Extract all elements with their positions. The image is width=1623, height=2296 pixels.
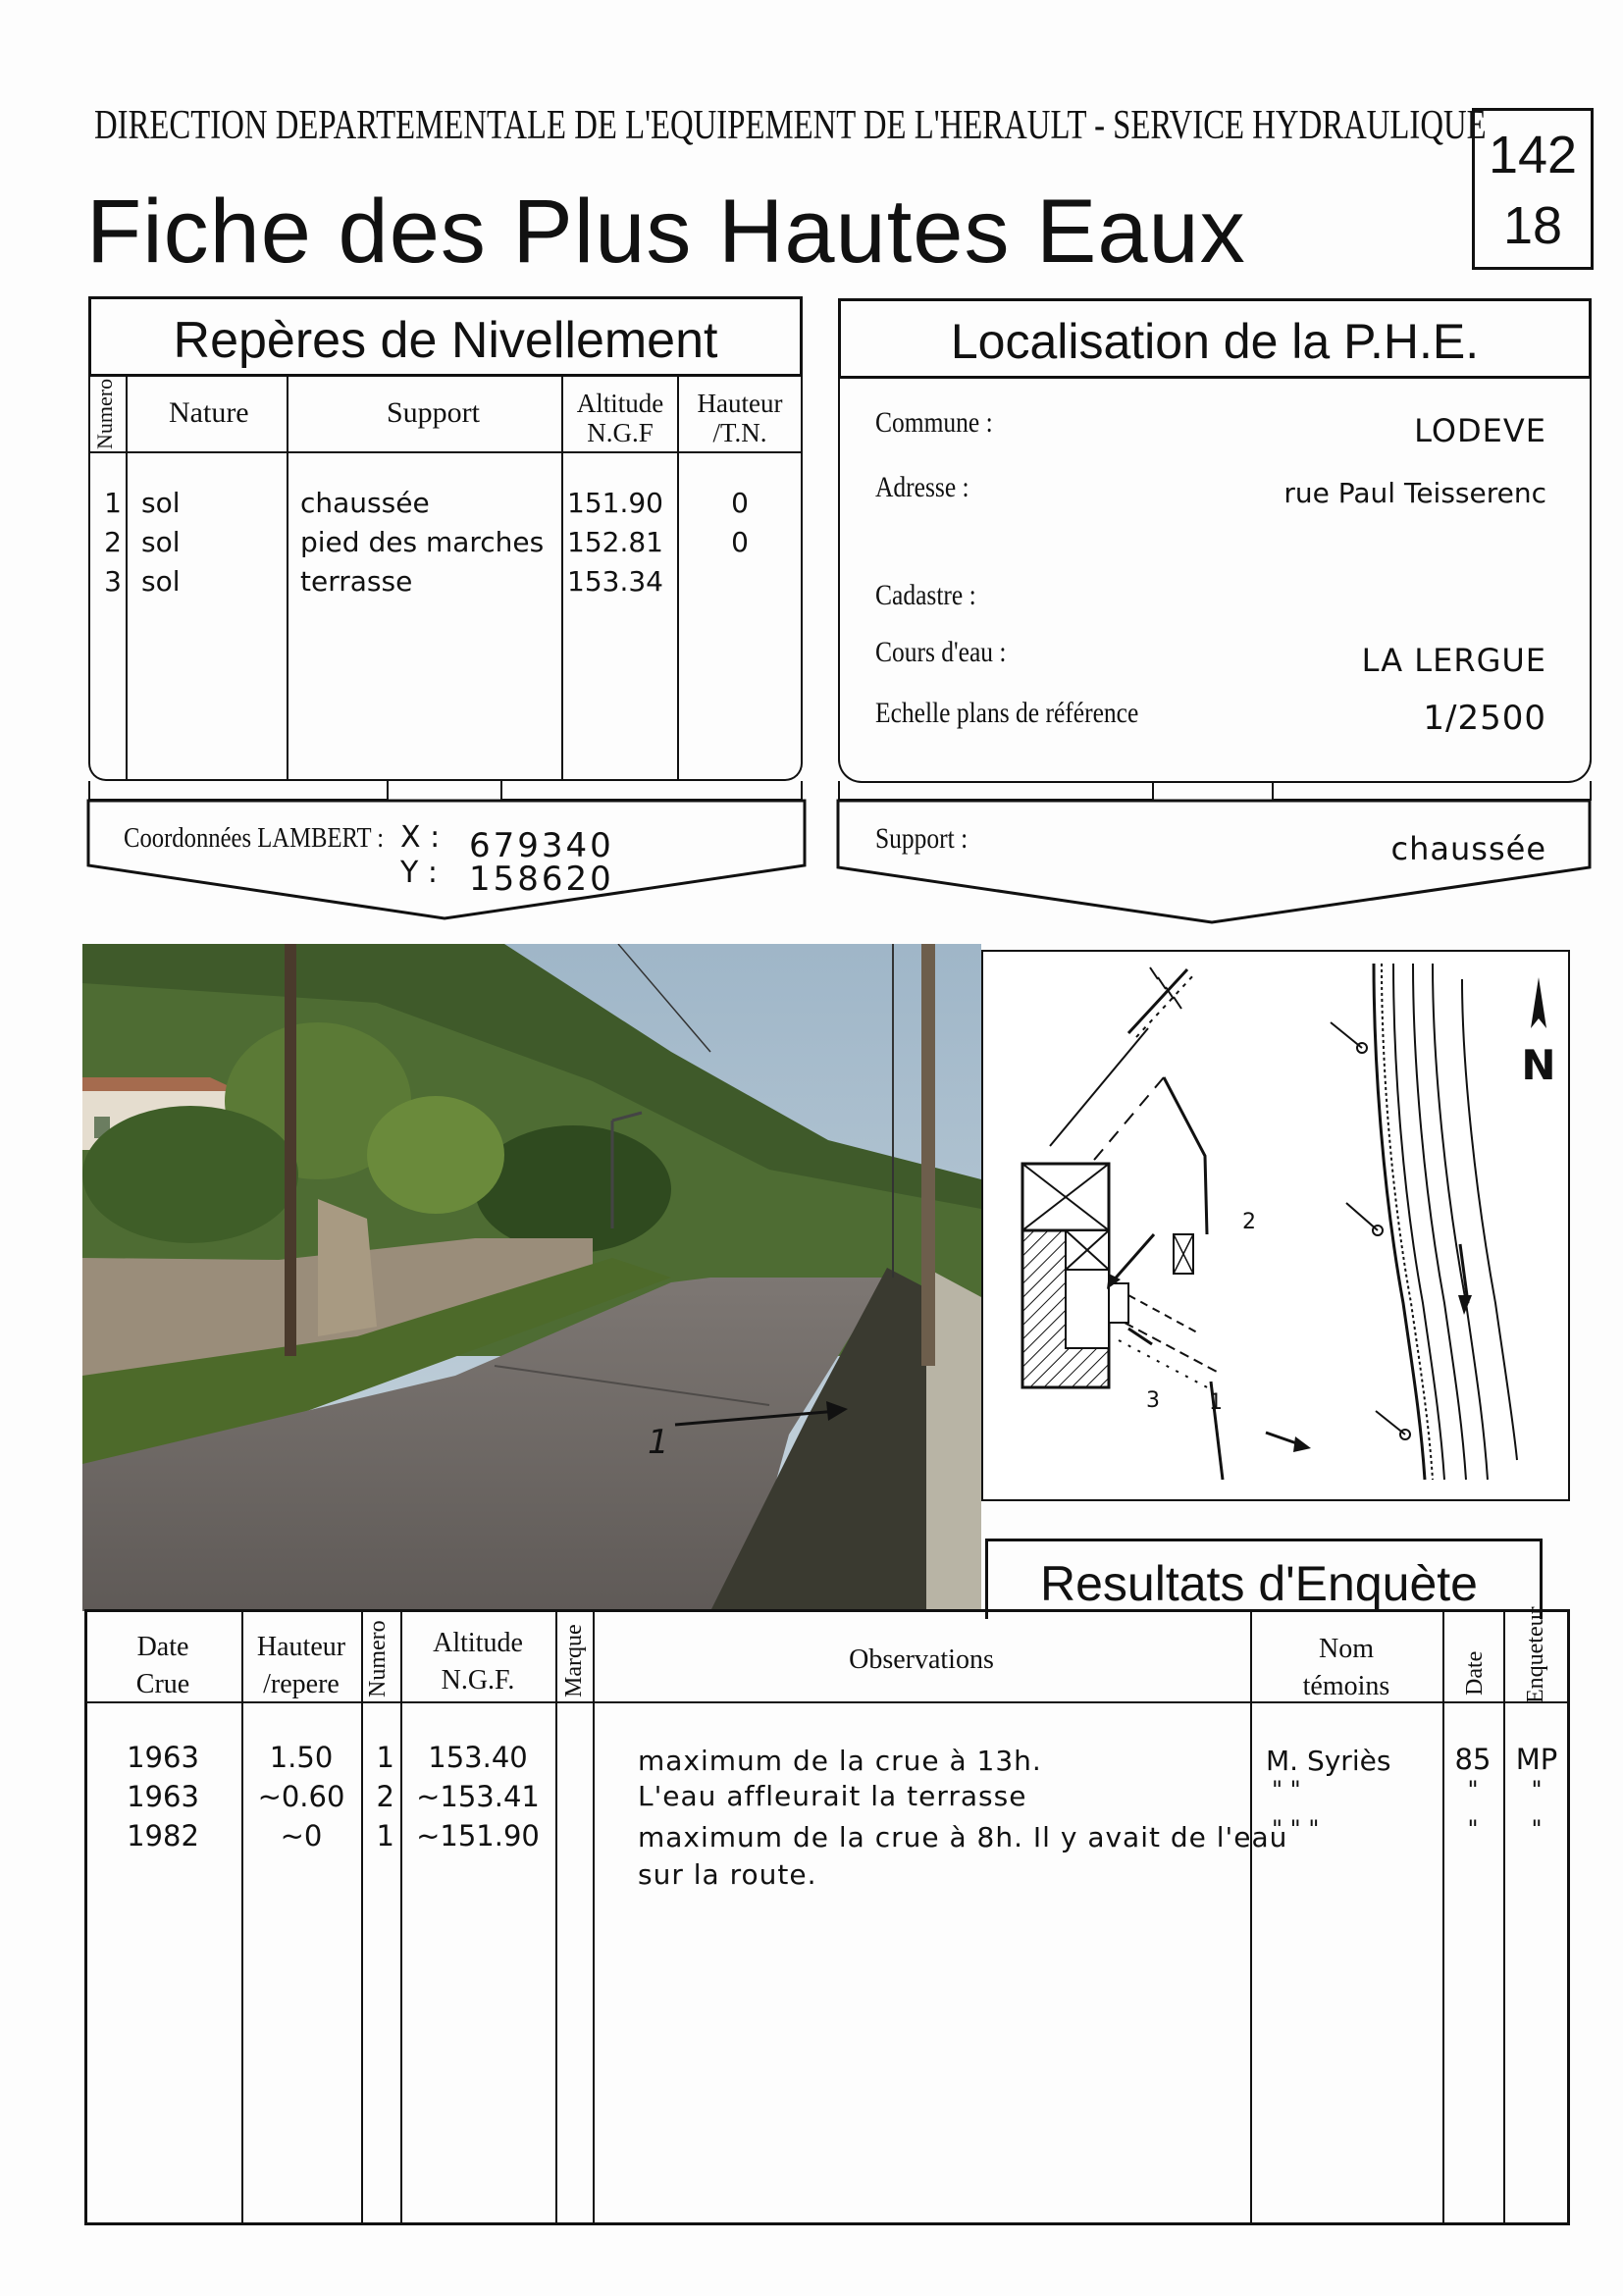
- resultats-enqueteur: MP: [1515, 1743, 1558, 1776]
- resultats-col-numero: Numero: [365, 1620, 391, 1697]
- plan-label-2: 2: [1242, 1210, 1256, 1234]
- adresse-value: rue Paul Teisserenc: [1283, 477, 1546, 509]
- resultats-observations: L'eau affleurait la terrasse: [638, 1780, 1027, 1812]
- resultats-col-altitude: Altitude N.G.F.: [433, 1628, 523, 1696]
- north-label: N: [1521, 1041, 1556, 1089]
- resultats-observations: maximum de la crue à 8h. Il y avait de l'eau: [638, 1821, 1288, 1853]
- echelle-label: Echelle plans de référence: [875, 697, 1139, 729]
- reperes-title-box: [88, 296, 803, 377]
- coordinates-label: Coordonnées LAMBERT :: [124, 822, 385, 854]
- reperes-nature: sol: [141, 526, 181, 558]
- reperes-col-hauteur: Hauteur /T.N.: [697, 389, 783, 447]
- reperes-nature: sol: [141, 565, 181, 598]
- support-label: Support :: [875, 822, 969, 855]
- resultats-numero: 1: [376, 1819, 394, 1852]
- cadastre-label: Cadastre :: [875, 579, 976, 611]
- coordinates-y-value: 158620: [469, 860, 614, 899]
- resultats-temoins: " ": [1272, 1776, 1301, 1803]
- resultats-date-crue: 1982: [127, 1819, 199, 1852]
- resultats-temoins: " " ": [1272, 1815, 1320, 1843]
- commune-label: Commune :: [875, 406, 993, 439]
- resultats-date: ": [1467, 1815, 1479, 1843]
- coordinates-x-value: 679340: [469, 826, 614, 865]
- coordinates-arrow-box: [84, 797, 811, 924]
- reperes-hauteur: 0: [731, 526, 749, 558]
- resultats-hauteur: ~0.60: [257, 1780, 345, 1813]
- resultats-observations: maximum de la crue à 13h.: [638, 1745, 1042, 1777]
- plan-label-1: 1: [1209, 1390, 1223, 1415]
- echelle-value: 1/2500: [1423, 699, 1546, 738]
- cours-eau-value: LA LERGUE: [1361, 642, 1546, 679]
- resultats-hauteur: 1.50: [269, 1741, 334, 1774]
- resultats-col-marque: Marque: [561, 1624, 587, 1697]
- resultats-col-date-crue: Date Crue: [135, 1632, 190, 1699]
- reperes-col-numero: Numero: [92, 378, 117, 449]
- reperes-altitude: 152.81: [567, 526, 663, 558]
- reperes-numero: 2: [104, 526, 122, 558]
- resultats-temoins: M. Syriès: [1266, 1745, 1391, 1777]
- reperes-col-support: Support: [387, 396, 481, 429]
- resultats-title: Resultats d'Enquète: [1040, 1556, 1478, 1611]
- reperes-support: pied des marches: [300, 526, 545, 558]
- reference-number-top: 142: [1488, 126, 1578, 184]
- resultats-title-box: [985, 1539, 1543, 1619]
- plan-label-3: 3: [1146, 1388, 1160, 1413]
- reperes-col-altitude: Altitude N.G.F: [576, 389, 664, 447]
- resultats-date-crue: 1963: [127, 1780, 199, 1813]
- reference-box: [1472, 108, 1594, 270]
- resultats-col-temoins: Nom témoins: [1302, 1634, 1390, 1701]
- support-value: chaussée: [1390, 830, 1546, 867]
- coordinates-x-label: X :: [400, 820, 441, 855]
- resultats-date-crue: 1963: [127, 1741, 199, 1774]
- reperes-title: Repères de Nivellement: [173, 312, 718, 369]
- localisation-title: Localisation de la P.H.E.: [950, 314, 1480, 369]
- reperes-altitude: 151.90: [567, 487, 663, 519]
- agency-header: DIRECTION DEPARTEMENTALE DE L'EQUIPEMENT DE L'HERAULT - SERVICE HYDRAULIQUE: [94, 103, 1487, 148]
- resultats-enqueteur: ": [1531, 1815, 1543, 1843]
- resultats-altitude: ~151.90: [416, 1819, 540, 1852]
- resultats-altitude: ~153.41: [416, 1780, 540, 1813]
- site-photo: [82, 944, 981, 1611]
- cours-eau-label: Cours d'eau :: [875, 636, 1007, 668]
- resultats-col-observations: Observations: [849, 1644, 994, 1675]
- reperes-support: chaussée: [300, 487, 430, 519]
- resultats-hauteur: ~0: [280, 1819, 323, 1852]
- resultats-enqueteur: ": [1531, 1776, 1543, 1803]
- reperes-support: terrasse: [300, 565, 413, 598]
- reperes-altitude: 153.34: [567, 565, 663, 598]
- adresse-label: Adresse :: [875, 471, 969, 503]
- resultats-date: ": [1467, 1776, 1479, 1803]
- commune-value: LODEVE: [1414, 412, 1546, 449]
- localisation-title-box: [838, 298, 1592, 379]
- resultats-col-hauteur: Hauteur /repere: [256, 1632, 346, 1699]
- resultats-observations: sur la route.: [638, 1858, 817, 1891]
- resultats-numero: 2: [376, 1780, 394, 1813]
- resultats-col-enqueteur: Enqueteur: [1523, 1606, 1548, 1703]
- page-title: Fiche des Plus Hautes Eaux: [86, 182, 1246, 282]
- reperes-numero: 3: [104, 565, 122, 598]
- resultats-date: 85: [1454, 1743, 1492, 1776]
- coordinates-y-label: Y :: [400, 856, 438, 890]
- reference-number-bottom: 18: [1502, 196, 1563, 255]
- resultats-col-date: Date: [1462, 1650, 1488, 1696]
- reperes-numero: 1: [104, 487, 122, 519]
- site-plan-sketch: [981, 950, 1570, 1501]
- reperes-hauteur: 0: [731, 487, 749, 519]
- photo-marker-label: 1: [648, 1423, 669, 1462]
- reperes-nature: sol: [141, 487, 181, 519]
- reperes-col-nature: Nature: [169, 396, 249, 429]
- resultats-altitude: 153.40: [428, 1741, 528, 1774]
- resultats-numero: 1: [376, 1741, 394, 1774]
